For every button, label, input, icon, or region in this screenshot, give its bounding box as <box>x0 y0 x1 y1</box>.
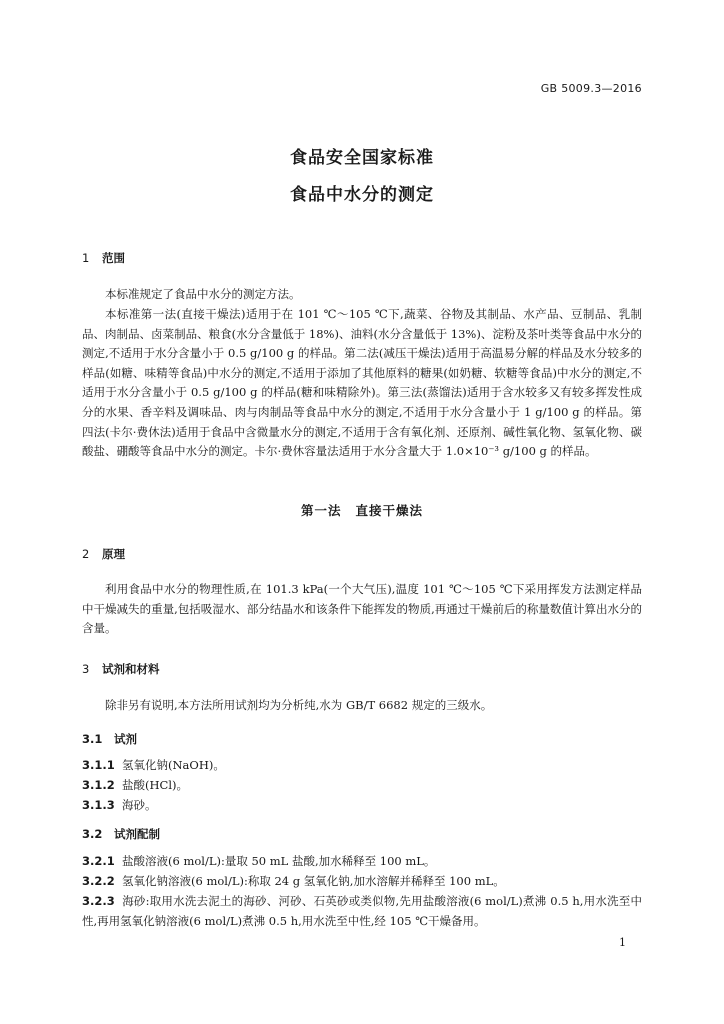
method-name: 直接干燥法 <box>355 503 424 518</box>
subsection-title: 试剂配制 <box>114 827 160 841</box>
item-text: 海砂。 <box>122 798 157 812</box>
list-item <box>82 852 642 872</box>
subsection-number: 3.2 <box>82 827 103 841</box>
section-title: 试剂和材料 <box>102 662 160 676</box>
item-number: 3.2.3 <box>82 894 115 908</box>
subsection-number: 3.1 <box>82 732 103 746</box>
section-title: 原理 <box>102 547 125 561</box>
item-text: 氢氧化钠溶液(6 mol/L):称取 24 g 氢氧化钠,加水溶解并稀释至 100 mL。 <box>122 874 505 888</box>
list-item <box>82 892 642 931</box>
item-number: 3.1.2 <box>82 778 115 792</box>
paragraph-principle: 利用食品中水分的物理性质,在 101.3 kPa(一个大气压),温度 101 ℃～105 ℃下采用挥发方法测定样品中干燥减失的重量,包括吸湿水、部分结晶水和该条件下能挥发的物质,再通过干燥前后的称量数值计算出水分的含量。 <box>82 582 642 636</box>
list-item <box>82 776 642 796</box>
method-heading <box>0 501 724 519</box>
item-number: 3.1.3 <box>82 798 115 812</box>
item-number: 3.2.2 <box>82 874 115 888</box>
section-title: 范围 <box>102 251 125 265</box>
section-heading-2 <box>82 546 125 562</box>
list-item <box>82 796 642 816</box>
section-number: 1 <box>82 251 90 265</box>
list-item <box>82 756 642 776</box>
subsection-heading-3-2 <box>82 826 160 842</box>
section-heading-1 <box>82 250 125 266</box>
item-text: 海砂:取用水洗去泥土的海砂、河砂、石英砂或类似物,先用盐酸溶液(6 mol/L)煮沸 0.5 h,用水洗至中性,再用氢氧化钠溶液(6 mol/L)煮沸 0.5 h,用水洗至中性,经 105 ℃干燥备用。 <box>82 894 642 928</box>
section-number: 3 <box>82 662 90 676</box>
item-number: 3.1.1 <box>82 758 115 772</box>
subsection-heading-3-1 <box>82 731 137 747</box>
page-number: 1 <box>619 936 626 949</box>
section-heading-3 <box>82 661 160 677</box>
standard-code: GB 5009.3—2016 <box>540 82 642 95</box>
item-text: 盐酸(HCl)。 <box>122 778 188 792</box>
document-subtitle: 食品中水分的测定 <box>290 185 434 205</box>
list-item <box>82 872 642 892</box>
paragraph-scope-intro: 本标准规定了食品中水分的测定方法。 <box>105 287 301 301</box>
method-label: 第一法 <box>300 503 342 518</box>
subsection-title: 试剂 <box>114 732 137 746</box>
paragraph-reagents-note: 除非另有说明,本方法所用试剂均为分析纯,水为 GB/T 6682 规定的三级水。 <box>105 698 493 712</box>
document-title: 食品安全国家标准 <box>290 148 434 168</box>
item-text: 盐酸溶液(6 mol/L):量取 50 mL 盐酸,加水稀释至 100 mL。 <box>122 854 436 868</box>
paragraph-scope-detail: 本标准第一法(直接干燥法)适用于在 101 ℃～105 ℃下,蔬菜、谷物及其制品、水产品、豆制品、乳制品、肉制品、卤菜制品、粮食(水分含量低于 18%)、油料(水分含量低于 13%)、淀粉及茶叶类等食品中水分的测定,不适用于水分含量小于 0.5 g/100 g 的样品。第二法(减压干燥法)适用于高温易分解的样品及水分较多的样品(如糖、味精等食品)中水分的测定,不适用于添加了其他原料的糖果(如奶糖、软糖等食品)中水分的测定,不适用于水分含量小于 0.5 g/100 g 的样品(糖和味精除外)。第三法(蒸馏法)适用于含水较多又有较多挥发性成分的水果、香辛料及调味品、肉与肉制品等食品中水分的测定,不适用于水分含量小于 1 g/100 g 的样品。第四法(卡尔·费休法)适用于食品中含微量水分的测定,不适用于含有氧化剂、还原剂、碱性氧化物、氢氧化物、碳酸盐、硼酸等食品中水分的测定。卡尔·费休容量法适用于水分含量大于 1.0×10⁻³ g/100 g 的样品。 <box>82 307 642 459</box>
item-text: 氢氧化钠(NaOH)。 <box>122 758 225 772</box>
section-number: 2 <box>82 547 90 561</box>
item-number: 3.2.1 <box>82 854 115 868</box>
